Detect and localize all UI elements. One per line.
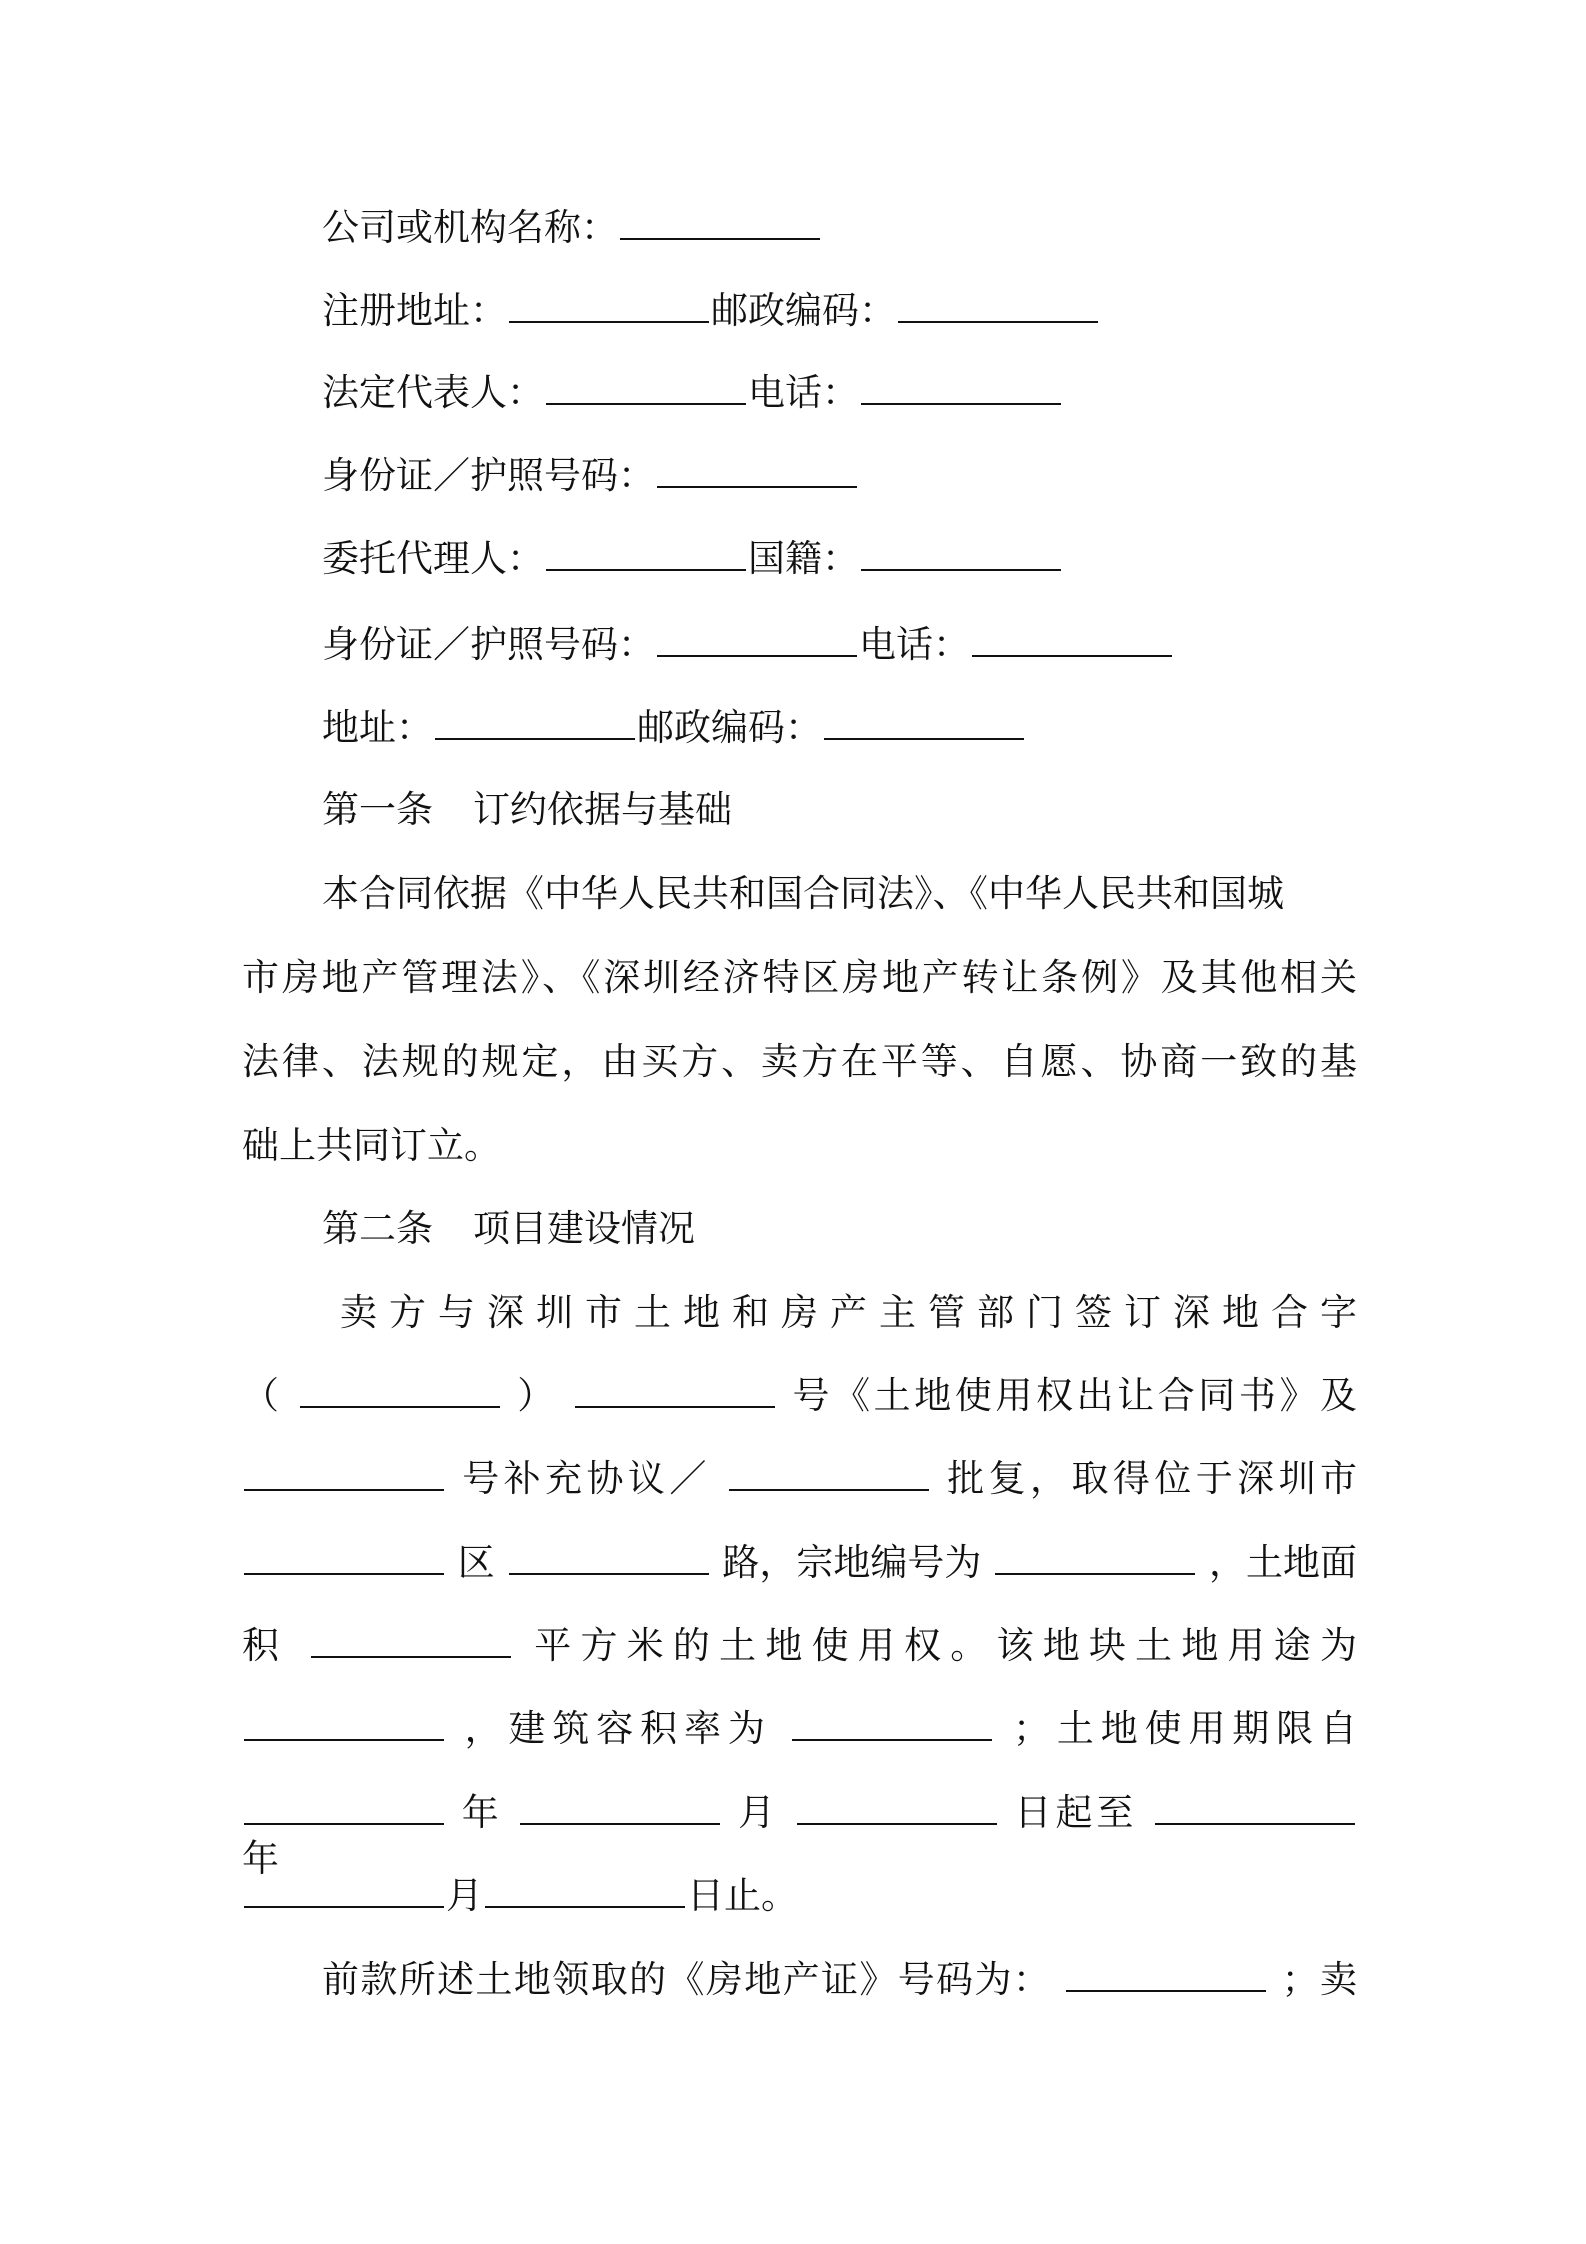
approval-text: 批复，取得位于深圳市 bbox=[947, 1457, 1358, 1500]
supplement-text: 号补充协议／ bbox=[462, 1457, 711, 1500]
article2-title: 项目建设情况 bbox=[473, 1207, 695, 1250]
article2-line-6 bbox=[242, 1706, 1357, 1752]
id-passport-label: 身份证／护照号码： bbox=[322, 454, 655, 497]
cert-number-text: 前款所述土地领取的《房地产证》号码为： bbox=[322, 1958, 1052, 2001]
end-year-text: 年 bbox=[242, 1837, 279, 1880]
article1-text-1: 本合同依据《中华人民共和国合同法》、《中华人民共和国城 bbox=[322, 872, 1284, 915]
article2-line-8 bbox=[242, 1873, 1357, 1919]
land-contract-title: 号《土地使用权出让合同书》及 bbox=[792, 1374, 1358, 1417]
postal-code-label: 邮政编码： bbox=[711, 289, 896, 332]
end-year-blank[interactable] bbox=[1155, 1793, 1355, 1825]
article1-number: 第一条 bbox=[322, 788, 433, 831]
land-contract-prefix-blank[interactable] bbox=[300, 1376, 500, 1408]
land-area-blank[interactable] bbox=[311, 1626, 511, 1658]
article1-title: 订约依据与基础 bbox=[473, 788, 732, 831]
cert-number-blank[interactable] bbox=[1066, 1960, 1266, 1992]
address-label: 地址： bbox=[322, 706, 433, 749]
plot-ratio-text: ，建筑容积率为 bbox=[464, 1707, 772, 1750]
article2-line-9 bbox=[322, 1957, 1357, 2003]
article1-line-3: 法律、法规的规定，由买方、卖方在平等、自愿、协商一致的基 bbox=[242, 1040, 1357, 1083]
address-line bbox=[322, 705, 1026, 751]
approval-blank[interactable] bbox=[729, 1459, 929, 1491]
nationality-blank[interactable] bbox=[861, 539, 1061, 571]
article1-line-1 bbox=[322, 871, 1357, 917]
agent-id-line bbox=[322, 622, 1174, 668]
road-blank[interactable] bbox=[509, 1543, 709, 1575]
nationality-label: 国籍： bbox=[748, 537, 859, 580]
article2-line-4 bbox=[242, 1540, 1357, 1586]
land-area-text: ，土地面 bbox=[1209, 1541, 1358, 1584]
paren-close: ） bbox=[517, 1374, 558, 1417]
article2-line-1: 卖方与深圳市土地和房产主管部门签订深地合字 bbox=[340, 1291, 1357, 1334]
agent-blank[interactable] bbox=[546, 539, 746, 571]
registered-address-label: 注册地址： bbox=[322, 289, 507, 332]
term-text: ；土地使用期限自 bbox=[1012, 1707, 1358, 1750]
agent-label: 委托代理人： bbox=[322, 537, 544, 580]
paren-open: （ bbox=[242, 1374, 283, 1417]
end-day-blank[interactable] bbox=[485, 1876, 685, 1908]
district-blank[interactable] bbox=[244, 1543, 444, 1575]
postal-code-blank[interactable] bbox=[898, 291, 1098, 323]
month-text: 月 bbox=[738, 1791, 780, 1834]
agent-id-label: 身份证／护照号码： bbox=[322, 623, 655, 666]
legal-rep-label: 法定代表人： bbox=[322, 371, 544, 414]
seller-continued-text: ；卖 bbox=[1281, 1958, 1358, 2001]
supplement-number-blank[interactable] bbox=[244, 1459, 444, 1491]
parcel-text: 路，宗地编号为 bbox=[722, 1541, 982, 1584]
land-use-text: 平方米的土地使用权。该地块土地用途为 bbox=[534, 1624, 1358, 1667]
land-use-blank[interactable] bbox=[244, 1709, 444, 1741]
legal-rep-blank[interactable] bbox=[546, 373, 746, 405]
article2-heading bbox=[322, 1206, 695, 1252]
article2-line-3 bbox=[242, 1456, 1357, 1502]
article1-line-4: 础上共同订立。 bbox=[242, 1124, 501, 1167]
start-day-blank[interactable] bbox=[797, 1793, 997, 1825]
article2-line-7 bbox=[242, 1790, 1357, 1882]
district-text: 区 bbox=[457, 1541, 495, 1584]
company-name-blank[interactable] bbox=[620, 208, 820, 240]
agent-id-blank[interactable] bbox=[657, 625, 857, 657]
registered-address-blank[interactable] bbox=[509, 291, 709, 323]
plot-ratio-blank[interactable] bbox=[792, 1709, 992, 1741]
agent-phone-blank[interactable] bbox=[972, 625, 1172, 657]
agent-phone-label: 电话： bbox=[859, 623, 970, 666]
article2-line-5 bbox=[242, 1623, 1357, 1669]
day-until-text: 日止。 bbox=[687, 1874, 798, 1917]
company-name-label: 公司或机构名称： bbox=[322, 206, 618, 249]
phone-blank[interactable] bbox=[861, 373, 1061, 405]
article1-heading bbox=[322, 787, 732, 833]
address-postal-blank[interactable] bbox=[824, 708, 1024, 740]
land-contract-number-blank[interactable] bbox=[575, 1376, 775, 1408]
article2-number: 第二条 bbox=[322, 1207, 433, 1250]
article1-line-2: 市房地产管理法》、《深圳经济特区房地产转让条例》及其他相关 bbox=[242, 956, 1357, 999]
id-passport-line bbox=[322, 453, 859, 499]
end-month-text: 月 bbox=[446, 1874, 483, 1917]
address-blank[interactable] bbox=[435, 708, 635, 740]
id-passport-blank[interactable] bbox=[657, 456, 857, 488]
start-month-blank[interactable] bbox=[520, 1793, 720, 1825]
article2-line-2 bbox=[242, 1373, 1357, 1419]
day-from-text: 日起至 bbox=[1014, 1791, 1138, 1834]
registered-address-line bbox=[322, 288, 1100, 334]
company-name-line bbox=[322, 205, 822, 251]
start-year-blank[interactable] bbox=[244, 1793, 444, 1825]
address-postal-label: 邮政编码： bbox=[637, 706, 822, 749]
year-text: 年 bbox=[461, 1791, 503, 1834]
parcel-number-blank[interactable] bbox=[995, 1543, 1195, 1575]
legal-rep-line bbox=[322, 370, 1063, 416]
phone-label: 电话： bbox=[748, 371, 859, 414]
agent-line bbox=[322, 536, 1063, 582]
end-month-blank[interactable] bbox=[244, 1876, 444, 1908]
area-char: 积 bbox=[242, 1624, 289, 1667]
